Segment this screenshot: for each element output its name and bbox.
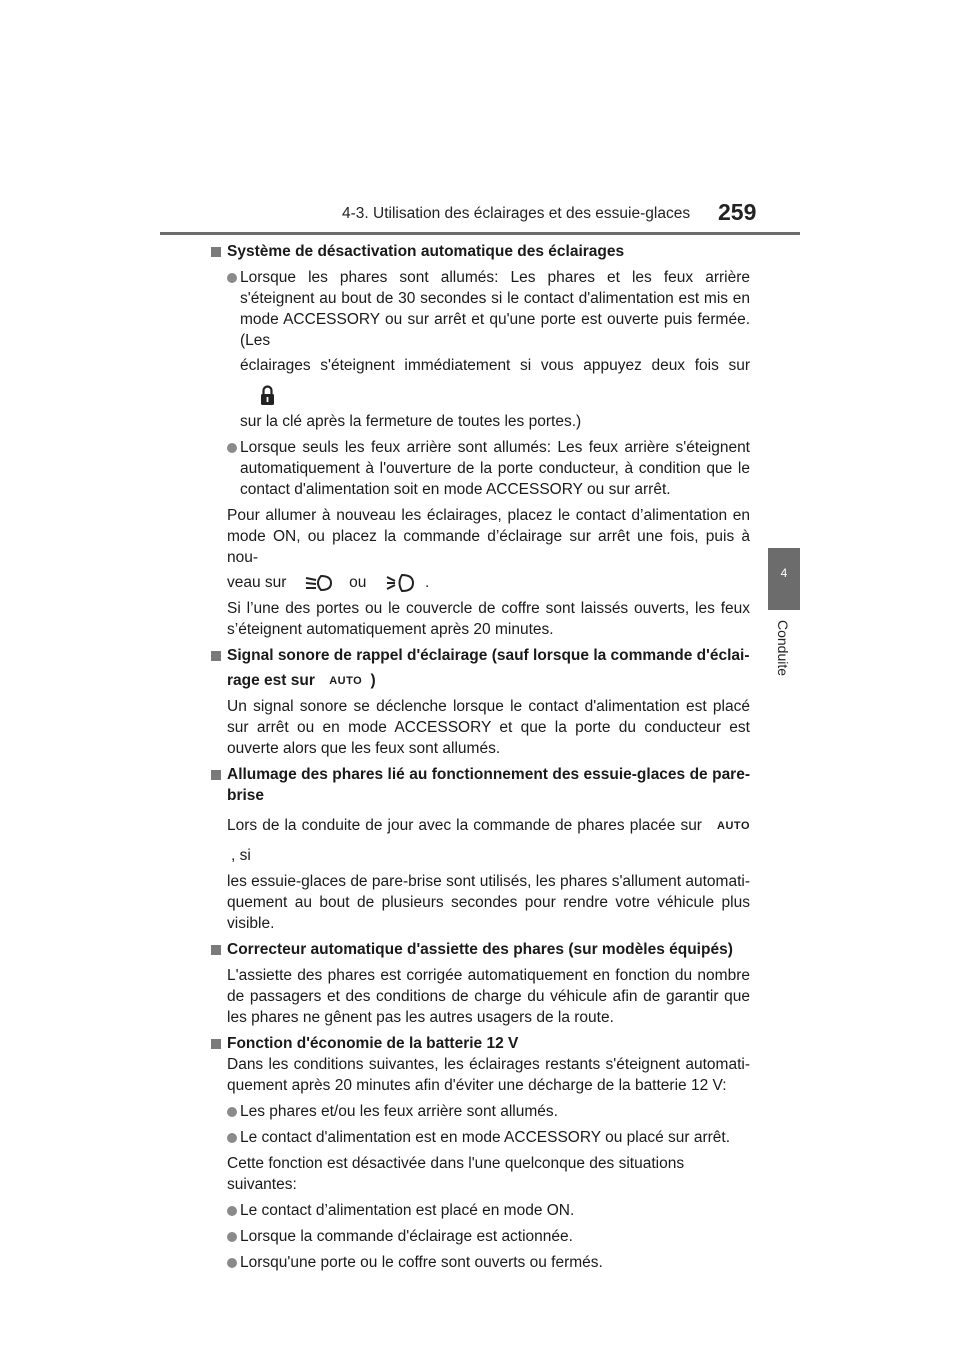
page-body	[210, 241, 750, 1278]
paragraph: Cette fonction est désactivée dans l'une quelconque des situations suivantes:	[227, 1155, 685, 1194]
square-bullet-icon	[211, 651, 221, 661]
square-bullet-icon	[211, 945, 221, 955]
round-bullet-icon	[227, 273, 237, 283]
list-item-text: sur la clé après la fermeture de toutes les portes.)	[240, 413, 582, 430]
list-item	[210, 1200, 750, 1221]
paragraph	[210, 811, 750, 934]
square-bullet-icon	[211, 770, 221, 780]
list-item-text: Lorsqu'une porte ou le coffre sont ouverts ou fermés.	[240, 1254, 603, 1272]
list-item-text: Le contact d’alimentation est placé en mode ON.	[240, 1202, 575, 1220]
round-bullet-icon	[227, 1258, 237, 1268]
paragraph-text: ou	[349, 574, 367, 591]
list-item	[210, 267, 750, 432]
list-item-text: Lorsque la commande d'éclairage est actionnée.	[240, 1228, 573, 1246]
paragraph-line	[227, 811, 750, 871]
paragraph: Pour allumer à nouveau les éclairages, placez le contact d’alimentation en mode ON, ou placez la commande d’éclairage sur arrêt une fois, puis à nou-	[227, 507, 750, 566]
section-heading	[210, 241, 750, 262]
list-item	[210, 1252, 750, 1273]
round-bullet-icon	[227, 1107, 237, 1117]
round-bullet-icon	[227, 1232, 237, 1242]
parking-lights-icon	[383, 572, 417, 594]
section-heading	[210, 645, 750, 666]
low-beam-headlight-icon	[303, 572, 337, 594]
section-heading	[210, 939, 750, 960]
section-title: )	[370, 672, 376, 690]
list-item-text: Les phares et/ou les feux arrière sont allumés.	[240, 1103, 558, 1121]
list-item	[210, 1101, 750, 1122]
paragraph-text: , si	[231, 847, 251, 865]
list-item-text: Lorsque les phares sont allumés: Les phares et les feux arrière s'éteignent au bout de 30 secondes si le contact d'alimentation est mis en mode ACCESSORY ou sur arrêt et qu'une porte est ouverte puis fermée. (Les	[240, 269, 750, 349]
paragraph-line	[210, 568, 750, 598]
list-item	[210, 437, 750, 500]
list-item	[210, 1226, 750, 1247]
paragraph-text: .	[424, 574, 430, 591]
paragraph: L'assiette des phares est corrigée automatiquement en fonction du nombre de passagers et des conditions de charge du véhicule afin de garantir que les phares ne gênent pas les autres usagers de la route.	[227, 967, 750, 1027]
lock-icon	[252, 383, 282, 409]
list-item-text: Lorsque seuls les feux arrière sont allumés: Les feux arrière s'éteignent automatiquement à l'ouverture de la porte conducteur, à condition que le contact d'alimentation soit en mode ACCESSORY ou sur arrêt.	[240, 439, 750, 498]
list-item	[210, 1127, 750, 1148]
round-bullet-icon	[227, 1133, 237, 1143]
section-title: Système de désactivation automatique des éclairages	[227, 243, 625, 260]
list-item-text: Le contact d'alimentation est en mode ACCESSORY ou placé sur arrêt.	[240, 1129, 731, 1147]
section-title: Signal sonore de rappel d'éclairage (sauf lorsque la commande d'éclai-	[227, 647, 750, 664]
chapter-tab-label-text: Conduite	[775, 619, 791, 677]
paragraph-text: les essuie-glaces de pare-brise sont utilisés, les phares s'allument automati-quement au bout de plusieurs secondes pour rendre votre véhicule plus visible.	[227, 873, 750, 933]
round-bullet-icon	[227, 1206, 237, 1216]
auto-icon: AUTO	[717, 820, 750, 833]
section-heading	[210, 1033, 750, 1054]
chapter-tab-number: 4	[780, 566, 788, 580]
page-number: 259	[718, 199, 757, 225]
section-heading	[210, 764, 750, 806]
paragraph: Si l’une des portes ou le couvercle de coffre sont laissés ouverts, les feux s’éteignent automatiquement après 20 minutes.	[227, 600, 750, 638]
section-heading-line	[210, 666, 750, 696]
square-bullet-icon	[211, 247, 221, 257]
section-title: rage est sur	[227, 672, 315, 690]
chapter-title: 4-3. Utilisation des éclairages et des essuie-glaces	[342, 205, 691, 222]
paragraph-text: Lors de la conduite de jour avec la commande de phares placée sur	[227, 817, 702, 835]
paragraph: Dans les conditions suivantes, les éclairages restants s'éteignent automati-quement après 20 minutes afin d'éviter une décharge de la batterie 12 V:	[227, 1056, 750, 1095]
auto-icon: AUTO	[329, 675, 363, 687]
section-title: Correcteur automatique d'assiette des phares (sur modèles équipés)	[227, 941, 733, 959]
list-item-text: éclairages s'éteignent immédiatement si vous appuyez deux fois sur	[240, 357, 750, 374]
square-bullet-icon	[211, 1039, 221, 1049]
round-bullet-icon	[227, 443, 237, 453]
paragraph-text: veau sur	[227, 574, 287, 591]
section-title: Fonction d'économie de la batterie 12 V	[227, 1035, 519, 1053]
paragraph: Un signal sonore se déclenche lorsque le contact d'alimentation est placé sur arrêt ou en mode ACCESSORY et que la porte du conducteur est ouverte alors que les feux sont allumés.	[227, 698, 750, 758]
list-item-line	[240, 351, 750, 411]
section-title: Allumage des phares lié au fonctionnement des essuie-glaces de pare-brise	[227, 766, 750, 805]
header-rule	[160, 232, 800, 235]
